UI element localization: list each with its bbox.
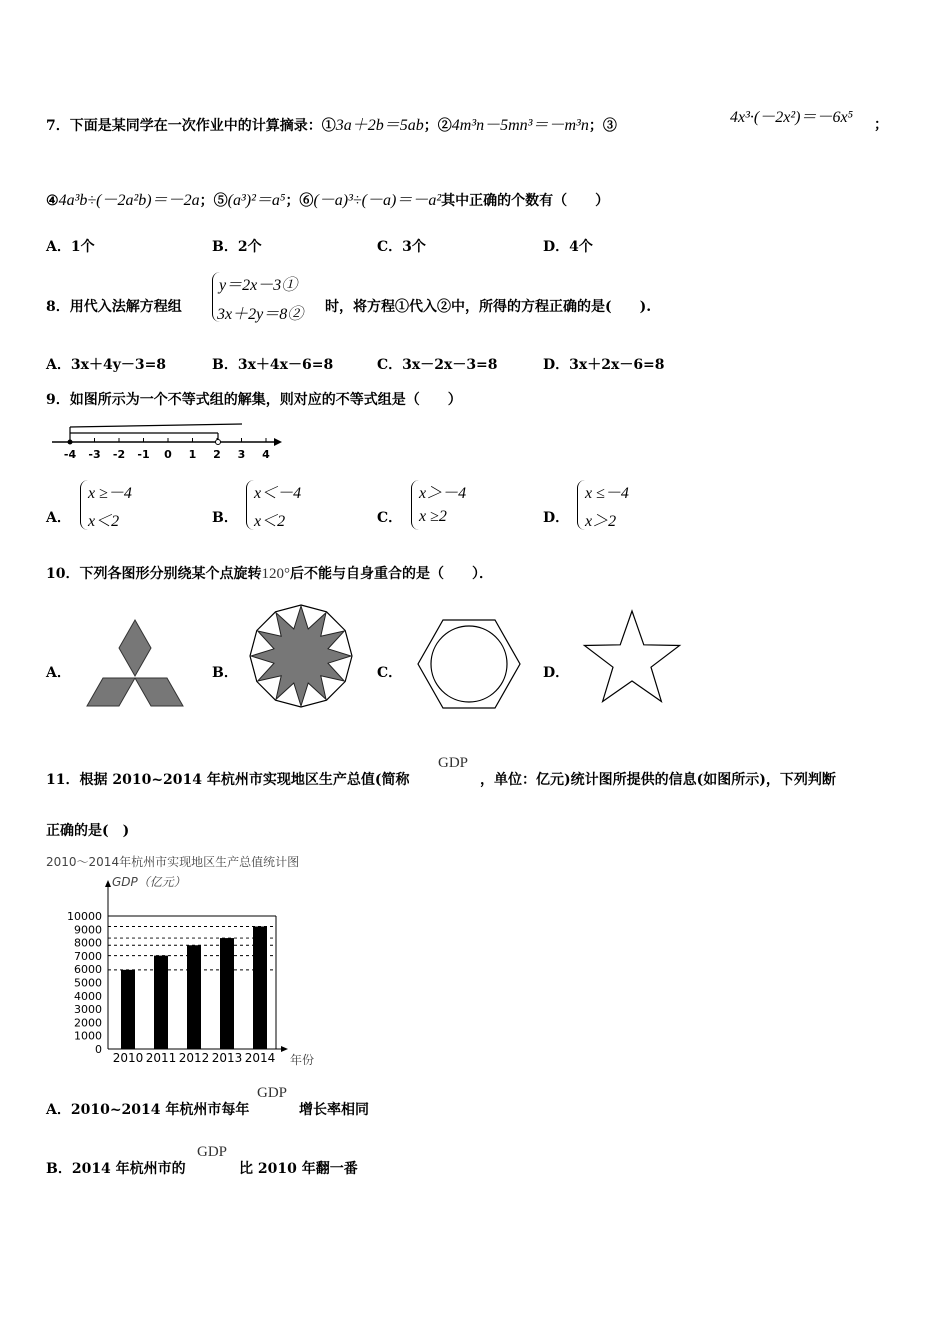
number-line-tick-label: 0	[164, 448, 172, 461]
number-line-tick-label: -1	[137, 448, 150, 461]
q10-lead: 10．下列各图形分别绕某个点旋转	[46, 566, 262, 582]
number-line-tick-label: 2	[213, 448, 221, 461]
chart-y-tick-label: 5000	[74, 976, 102, 990]
q11-option-b	[46, 1158, 186, 1178]
q11-gdp-term: GDP	[438, 755, 469, 771]
chart-x-tick-label: 2013	[211, 1051, 243, 1065]
three-diamonds-figure	[84, 618, 188, 710]
five-point-star-figure	[580, 606, 684, 710]
q9-inequality: x＞2	[585, 513, 617, 530]
open-point-icon	[216, 440, 221, 445]
chart-x-tick-label: 2014	[244, 1051, 276, 1065]
q10-option-a: A．	[46, 665, 71, 681]
q7-expr5: (a³)²＝a⁵	[227, 192, 286, 209]
q11-lead: 11．根据 2010~2014 年杭州市实现地区生产总值(简称	[46, 772, 410, 788]
q11-tail: ，单位：亿元)统计图所提供的信息(如图所示)，下列判断	[480, 772, 836, 788]
number-line-tick-label: 4	[262, 448, 270, 461]
chart-x-tick-label: 2010	[112, 1051, 144, 1065]
q7-line1	[46, 112, 617, 135]
q9-system-brace	[577, 480, 585, 530]
chart-x-tick-label: 2012	[178, 1051, 210, 1065]
q9-inequality: x＞－4	[419, 485, 467, 502]
chart-bar-2011	[154, 956, 168, 1049]
chart-bar-2012	[187, 945, 201, 1049]
q7-line2	[46, 187, 609, 210]
q7-sep6: ；⑥	[285, 193, 314, 209]
q9-option-label: A．	[46, 510, 71, 526]
q7-circle4: ④	[46, 193, 59, 209]
q11-option-a	[46, 1099, 249, 1119]
chart-bar-2010	[121, 970, 135, 1049]
q10-angle: 120°	[261, 566, 290, 582]
chart-x-tick-label: 2011	[145, 1051, 177, 1065]
number-line-tick-label: -3	[88, 448, 101, 461]
chart-y-tick-label: 3000	[74, 1003, 102, 1017]
q7-sep2: ；②	[423, 118, 452, 134]
chart-y-tick-label: 8000	[74, 936, 102, 950]
q8-option-d: D．3x＋2x－6=8	[543, 357, 665, 373]
q10-stem	[46, 563, 493, 583]
number-line-tick-label: 3	[237, 448, 246, 461]
q7-option-b: B．2个	[212, 239, 262, 255]
q10-tail: 后不能与自身重合的是（ ）．	[289, 566, 493, 582]
q11-line2: 正确的是( )	[46, 823, 130, 839]
q10-option-d: D．	[543, 665, 570, 681]
q9-system-brace	[246, 480, 254, 530]
q9-inequality: x＜2	[254, 513, 286, 530]
q8-option-c: C．3x－2x－3=8	[377, 357, 498, 373]
q8-eq2: 3x＋2y＝8②	[217, 306, 304, 323]
chart-bar-2014	[253, 927, 267, 1049]
q7-expr4: 4a³b÷(－2a²b)＝－2a	[58, 192, 200, 209]
q9-inequality: x ≤－4	[585, 485, 629, 502]
chart-y-tick-label: 0	[95, 1043, 102, 1056]
q9-inequality: x＜2	[88, 513, 120, 530]
q9-system-brace	[80, 480, 88, 530]
q10-option-b: B．	[212, 665, 238, 681]
q8-tail: 时，将方程①代入②中，所得的方程正确的是( ).	[325, 299, 652, 315]
chart-y-tick-label: 10000	[67, 910, 102, 923]
q7-tail: 其中正确的个数有（ ）	[441, 193, 610, 209]
q7-semi: ；	[874, 117, 888, 133]
q11-option-b-gdp: GDP	[197, 1144, 228, 1160]
q7-option-a: A．1个	[46, 239, 95, 255]
chart-y-tick-label: 4000	[74, 989, 102, 1003]
q7-expr3: 4x³·(－2x²)＝－6x⁵	[730, 109, 854, 126]
q8-lead: 8．用代入法解方程组	[46, 299, 182, 315]
q8-option-a: A．3x＋4y－3=8	[46, 357, 167, 373]
chart-title: 2010～2014年杭州市实现地区生产总值统计图	[46, 855, 300, 869]
twelve-point-star-figure	[248, 603, 354, 709]
q10-option-c: C．	[377, 665, 403, 681]
q9-system-brace	[411, 480, 419, 530]
q9-inequality: x ≥－4	[88, 485, 132, 502]
q11-option-a-gdp: GDP	[257, 1085, 288, 1101]
number-line-tick-label: -2	[112, 448, 126, 461]
q9-option-label: B．	[212, 510, 238, 526]
q11-option-a-pre: A．2010~2014 年杭州市每年	[46, 1102, 250, 1118]
chart-bar-2013	[220, 938, 234, 1049]
q7-sep5: ；⑤	[199, 193, 228, 209]
gdp-bar-chart	[40, 850, 350, 1072]
q9-inequality: x＜－4	[254, 485, 302, 502]
q7-lead: 7．下面是某同学在一次作业中的计算摘录：①	[46, 118, 336, 134]
q7-expr2: 4m³n－5mn³＝－m³n	[451, 117, 589, 134]
chart-y-tick-label: 9000	[74, 923, 102, 937]
q7-expr6: (－a)³÷(－a)＝－a²	[313, 192, 442, 209]
q11-option-a-post: 增长率相同	[299, 1102, 369, 1118]
chart-y-tick-label: 6000	[74, 963, 102, 977]
hexagon-circle-figure	[416, 618, 522, 710]
q8-option-b: B．3x＋4x－6=8	[212, 357, 334, 373]
q11-option-b-pre: B．2014 年杭州市的	[46, 1161, 186, 1177]
q9-option-label: C．	[377, 510, 403, 526]
chart-y-tick-label: 1000	[74, 1029, 102, 1043]
chart-y-tick-label: 7000	[74, 949, 102, 963]
number-line-tick-label: 1	[188, 448, 197, 461]
q7-option-d: D．4个	[543, 239, 593, 255]
chart-y-tick-label: 2000	[74, 1016, 102, 1030]
q9-inequality: x ≥2	[419, 508, 447, 525]
q7-expr1: 3a＋2b＝5ab	[335, 117, 424, 134]
q8-eq1: y＝2x－3①	[219, 277, 298, 294]
q7-sep3: ；③	[588, 118, 617, 134]
chart-ylabel: GDP（亿元）	[112, 875, 186, 889]
q9-stem: 9．如图所示为一个不等式组的解集，则对应的不等式组是（ ）	[46, 392, 462, 408]
number-line-tick-label: -4	[63, 448, 77, 461]
q7-option-c: C．3个	[377, 239, 426, 255]
q9-number-line	[50, 418, 290, 466]
q11-option-b-post: 比 2010 年翻一番	[239, 1161, 358, 1177]
filled-point-icon	[68, 440, 73, 445]
q9-option-label: D．	[543, 510, 570, 526]
chart-xlabel: 年份	[290, 1053, 315, 1067]
